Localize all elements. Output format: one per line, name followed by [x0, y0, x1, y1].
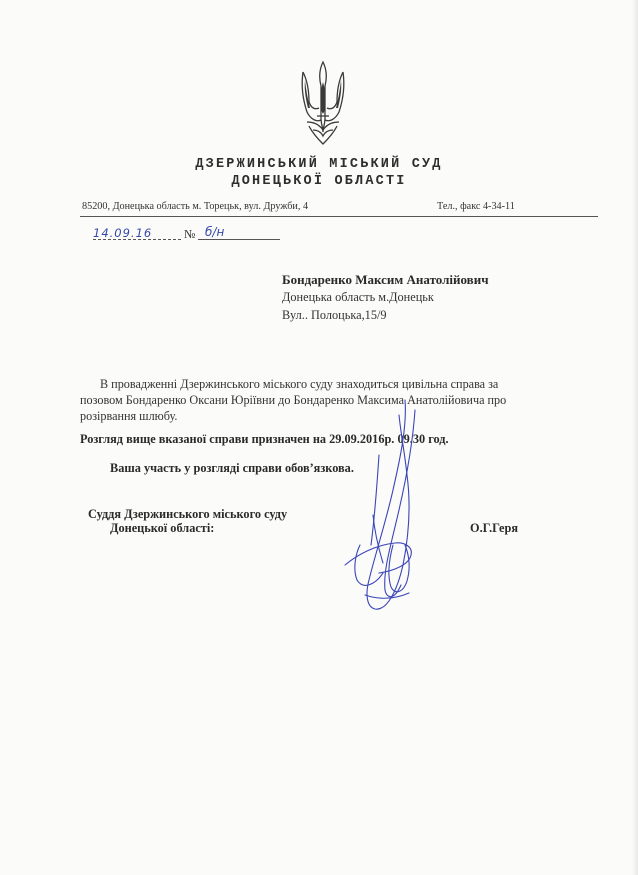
outgoing-date: 14.09.16: [93, 226, 153, 240]
court-address: 85200, Донецька область м. Торецьк, вул. Дружби, 4: [82, 201, 309, 212]
handwritten-signature: [335, 395, 445, 625]
header-divider: [80, 216, 598, 217]
number-underline: [198, 239, 280, 240]
body-line: позовом Бондаренко Оксани Юріївни до Бондаренко Максима Анатолійовича про: [80, 393, 507, 407]
trident-coat-of-arms-icon: [297, 60, 349, 146]
hearing-notice: Розгляд вище вказаної справи призначен на 29.09.2016р. 09.30 год.: [80, 432, 449, 446]
signatory-title-line2: Донецької області:: [110, 521, 215, 535]
court-name-line1: ДЗЕРЖИНСЬКИЙ МІСЬКИЙ СУД: [195, 157, 443, 172]
signatory-title-line1: Суддя Дзержинського міського суду: [88, 507, 288, 521]
signatory-name: О.Г.Геря: [470, 521, 518, 535]
recipient-region: Донецька область м.Донецьк: [282, 290, 434, 304]
recipient-street: Вул.. Полоцька,15/9: [282, 308, 387, 322]
number-sign: №: [184, 227, 196, 241]
outgoing-reference: [93, 226, 283, 242]
court-phone: Тел., факс 4-34-11: [437, 201, 515, 212]
outgoing-number: б/н: [205, 225, 225, 239]
recipient-block: [282, 272, 489, 326]
body-line: розірвання шлюбу.: [80, 409, 178, 423]
date-underline: [93, 239, 181, 240]
paper-edge-shadow: [632, 0, 638, 875]
court-name-line2: ДОНЕЦЬКОЇ ОБЛАСТІ: [231, 174, 407, 189]
attendance-notice: Ваша участь у розгляді справи обов’язкова.: [110, 461, 354, 475]
letter-body: [80, 376, 530, 424]
recipient-name: Бондаренко Максим Анатолійович: [282, 272, 489, 287]
body-line: В провадженні Дзержинського міського суду знаходиться цивільна справа за: [100, 377, 499, 391]
